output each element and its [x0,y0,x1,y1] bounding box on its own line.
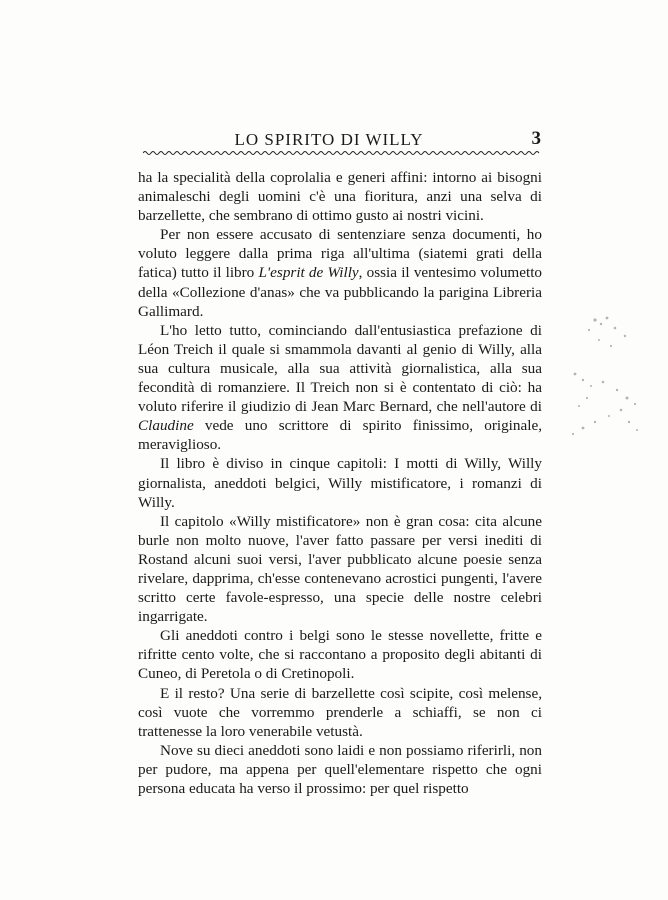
wavy-header-rule [143,150,541,156]
paragraph-1: ha la specialità della coprolalia e generi affini: intorno ai bisogni animaleschi degli uomini c'è una fioritura, anzi una selva di barzellette, che sembrano di ottimo gusto ai nostri vicini. [138,169,542,225]
paragraph-6: Gli aneddoti contro i belgi sono le stesse novellette, fritte e rifritte cento volte, che si raccontano a proposito degli abitanti di Cuneo, di Peretola o di Cretinopoli. [138,627,542,683]
body-text [138,168,542,798]
paragraph-5: Il capitolo «Willy mistificatore» non è gran cosa: cita alcune burle non molto nuove, l'aver fatto passare per versi inediti di Rostand alcuni suoi versi, l'aver pubblicato alcune poesie senza rivelare, dapprima, ch'esse contenevano acrostici pungenti, l'avere scritto certe favole-espresso, una specie delle nostre celebri ingarrigate. [138,512,542,626]
page-number: 3 [531,128,541,149]
running-title: LO SPIRITO DI WILLY [234,130,424,149]
ink-stain-mark [555,310,645,450]
paragraph-2-text-a: Per non essere accusato di sentenziare senza documenti, ho voluto leggere dalla prima riga all'ultima (siatemi grati della fatica) tutto il libro [138,226,542,282]
paragraph-3 [138,321,542,455]
page-header [143,130,543,154]
paragraph-8: Nove su dieci aneddoti sono laidi e non possiamo riferirli, non per pudore, ma appena per quell'elementare rispetto che ogni persona educata ha verso il prossimo: per quel rispetto [138,741,542,797]
book-title-esprit-de-willy: L'esprit de Willy [258,264,359,282]
paragraph-3-text-a: L'ho letto tutto, cominciando dall'entusiastica prefazione di Léon Treich il quale si smammola davanti al genio di Willy, alla sua cultura musicale, alla sua attività giornalistica, alla sua fecondità di romanziere. Il Treich non si è contentato di ciò: ha voluto riferire il giudizio di Jean Marc Bernard, che nell'autore di [138,321,542,416]
paragraph-7: E il resto? Una serie di barzellette così scipite, così melense, così vuote che vorremmo prenderle a schiaffi, se non ci trattenesse la loro venerabile vetustà. [138,684,542,740]
book-title-claudine: Claudine [138,417,194,435]
paragraph-4: Il libro è diviso in cinque capitoli: I motti di Willy, Willy giornalista, aneddoti belgici, Willy mistificatore, i romanzi di Willy. [138,455,542,511]
paragraph-3-text-b: vede uno scrittore di spirito finissimo, originale, meraviglioso. [138,417,542,454]
paragraph-2-text-b: , ossia il ventesimo volumetto della «Collezione d'anas» che va pubblicando la parigina Libreria Gallimard. [138,264,543,320]
paragraph-2 [138,225,542,320]
